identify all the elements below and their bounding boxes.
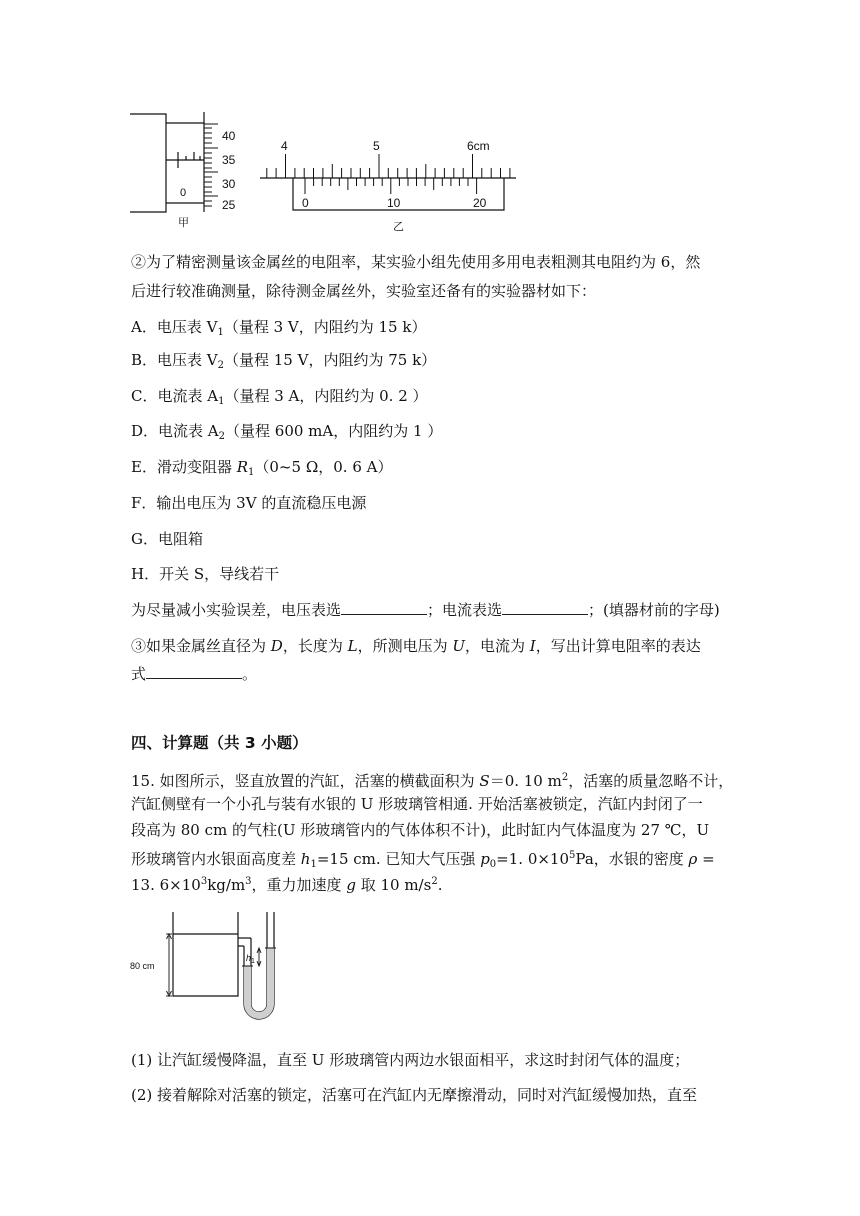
p15-l1-c: ，活塞的质量忽略不计， [568,772,734,790]
p15-var-h-sub: 1 [310,859,317,870]
part3-line1 [131,636,741,656]
var-i: I [529,637,536,655]
problem15-line4 [131,846,741,875]
equipment-item-f: F．输出电压为 3V 的直流稳压电源 [131,494,367,512]
micrometer-label-30: 30 [222,177,236,191]
part3-text-c: ，所测电压为 [357,637,453,655]
part2-intro-line2: 后进行较准确测量，除待测金属丝外，实验室还备有的实验器材如下： [131,282,597,300]
equipment-item-a-suffix: （量程 3 V，内阻约为 15 k） [223,318,427,336]
var-d: D [270,637,283,655]
equipment-item-d [131,421,741,447]
caliper-vernier-label-20: 20 [473,196,487,210]
equipment-item-h: H．开关 S，导线若干 [131,565,280,583]
h1-label-h: h [246,953,252,963]
problem15-line5 [131,872,741,895]
selection-prefix: 为尽量减小实验误差，电压表选 [131,601,342,619]
part3-text-a: ③如果金属丝直径为 [131,637,271,655]
equipment-item-e [131,457,741,483]
equipment-item-e-sub: 1 [248,467,255,478]
p15-l5-b: kg/m [207,876,246,894]
equipment-item-c [131,386,741,412]
p15-l1-sup: 2 [561,772,569,783]
p15-l5-sup3: 2 [431,876,438,887]
equipment-item-a-sub: 1 [217,327,224,338]
micrometer-zero-label: 0 [180,187,187,199]
equipment-item-c-prefix: C．电流表 A [131,387,219,405]
p15-l5-d: 取 10 m/s [355,876,432,894]
problem15-line1 [131,768,741,791]
p15-l4-d: Pa，水银的密度 [575,850,689,868]
h1-label [246,953,255,965]
p15-l5-c: ，重力加速度 [251,876,347,894]
caliper-vernier-label-10: 10 [387,196,401,210]
caliper-figure [256,134,520,234]
caliper-vernier-label-0: 0 [302,196,309,210]
equipment-item-b [131,350,741,376]
p15-l4-e: = [697,850,715,868]
part2-intro-line1: ②为了精密测量该金属丝的电阻率，某实验小组先使用多用电表粗测其电阻约为 6，然 [131,253,701,271]
caliper-main-label-5: 5 [373,139,380,153]
cylinder-u-tube-figure [128,908,278,1024]
p15-l5-sup2: 3 [245,876,252,887]
problem15-line2: 汽缸侧壁有一个小孔与装有水银的 U 形玻璃管相通. 开始活塞被锁定，汽缸内封闭了一 [131,795,703,813]
ammeter-answer-blank[interactable] [502,600,588,615]
equipment-item-c-sub: 1 [218,396,225,407]
part3-text-b: ，长度为 [282,637,348,655]
part3-text-e: ，写出计算电阻率的表达 [535,637,701,655]
var-l: L [347,637,358,655]
p15-var-s: S [479,772,490,790]
p15-l1-a: 15. 如图所示，竖直放置的汽缸，活塞的横截面积为 [131,772,480,790]
selection-suffix: ；(填器材前的字母) [588,601,720,619]
micrometer-figure [126,108,248,228]
p15-var-p-sub: 0 [489,859,497,870]
p15-l4-c: =1. 0×10 [496,850,570,868]
equipment-item-b-suffix: （量程 15 V，内阻约为 75 k） [224,351,437,369]
part3-line2 [131,664,741,684]
p15-l4-a: 形玻璃管内水银面高度差 [131,850,301,868]
selection-question [131,600,741,620]
cylinder-height-label: 80 cm [130,961,155,971]
p15-l1-b: ＝0. 10 m [489,772,562,790]
selection-mid: ；电流表选 [427,601,503,619]
p15-l5-e: . [437,876,443,894]
equipment-item-d-suffix: （量程 600 mA，内阻约为 1 ） [225,422,443,440]
equipment-item-c-suffix: （量程 3 A，内阻约为 0. 2 ） [224,387,428,405]
equipment-item-e-var: R [236,458,249,476]
part3-line2-prefix: 式 [131,665,147,683]
p15-var-h: h [300,850,311,868]
equipment-item-b-prefix: B．电压表 V [131,351,218,369]
h1-label-sub: 1 [251,958,255,965]
micrometer-label-35: 35 [222,153,236,167]
micrometer-caption: 甲 [178,217,189,228]
micrometer-label-40: 40 [222,129,236,143]
equipment-item-e-suffix: （0~5 Ω，0. 6 A） [254,458,393,476]
problem15-question2: (2) 接着解除对活塞的锁定，活塞可在汽缸内无摩擦滑动，同时对汽缸缓慢加热，直至 [131,1086,698,1104]
part3-text-d: ，电流为 [465,637,530,655]
equipment-item-d-prefix: D．电流表 A [131,422,219,440]
p15-var-g: g [346,876,356,894]
section-heading: 四、计算题（共 3 小题） [131,734,308,752]
p15-l5-sup1: 3 [200,876,208,887]
equipment-item-e-prefix: E．滑动变阻器 [131,458,237,476]
equipment-item-g: G．电阻箱 [131,530,203,548]
caliper-main-label-6cm: 6cm [467,139,490,153]
caliper-caption: 乙 [393,221,404,233]
part3-line2-suffix: 。 [242,665,258,683]
caliper-main-label-4: 4 [281,139,288,153]
voltmeter-answer-blank[interactable] [341,600,427,615]
resistivity-answer-blank[interactable] [146,664,242,679]
p15-l4-b: =15 cm. 已知大气压强 [316,850,481,868]
equipment-item-b-sub: 2 [217,360,224,371]
equipment-item-a-prefix: A．电压表 V [131,318,218,336]
micrometer-label-25: 25 [222,198,236,212]
problem15-question1: (1) 让汽缸缓慢降温，直至 U 形玻璃管内两边水银面相平，求这时封闭气体的温度； [131,1051,690,1069]
equipment-item-a [131,317,741,343]
p15-l5-a: 13. 6×10 [131,876,201,894]
p15-var-p: p [480,850,490,868]
p15-var-rho: ρ [688,850,698,868]
var-u: U [452,637,465,655]
p15-l4-sup: 5 [569,850,576,861]
equipment-item-d-sub: 2 [218,431,226,442]
problem15-line3: 段高为 80 cm 的气柱(U 形玻璃管内的气体体积不计)，此时缸内气体温度为 27 ℃，U [131,821,710,839]
